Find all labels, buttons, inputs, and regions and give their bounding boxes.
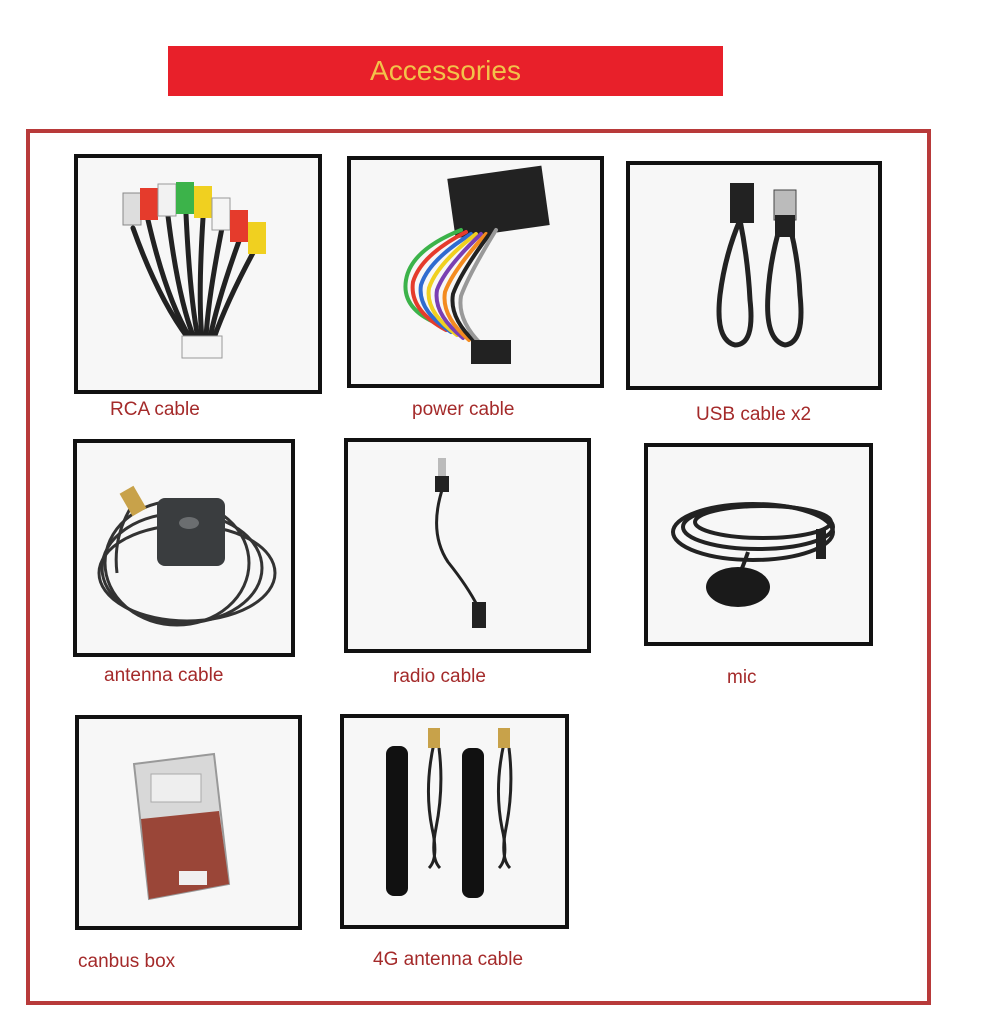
radio-cable-icon bbox=[348, 442, 587, 649]
banner-title: Accessories bbox=[370, 55, 521, 86]
label-rca-cable: RCA cable bbox=[110, 399, 200, 420]
label-usb-cable: USB cable x2 bbox=[696, 404, 812, 425]
product-tile-power-cable bbox=[347, 156, 604, 388]
4g-antenna-icon bbox=[344, 718, 565, 925]
product-tile-4g-antenna-cable bbox=[340, 714, 569, 929]
gps-antenna-icon bbox=[77, 443, 291, 653]
label-power-cable: power cable bbox=[412, 399, 515, 420]
rca-cable-icon bbox=[78, 158, 318, 390]
label-mic: mic bbox=[727, 667, 757, 688]
product-tile-canbus-box bbox=[75, 715, 302, 930]
product-tile-rca-cable bbox=[74, 154, 322, 394]
accessories-banner bbox=[168, 46, 723, 96]
label-4g-antenna-cable: 4G antenna cable bbox=[373, 949, 524, 970]
power-cable-icon bbox=[351, 160, 600, 384]
product-tile-radio-cable bbox=[344, 438, 591, 653]
product-tile-usb-cable bbox=[626, 161, 882, 390]
canbus-box-icon bbox=[79, 719, 298, 926]
product-tile-antenna-cable bbox=[73, 439, 295, 657]
label-radio-cable: radio cable bbox=[393, 666, 486, 687]
label-antenna-cable: antenna cable bbox=[104, 665, 224, 686]
microphone-icon bbox=[648, 447, 869, 642]
label-canbus-box: canbus box bbox=[78, 951, 176, 972]
product-tile-mic bbox=[644, 443, 873, 646]
usb-cable-icon bbox=[630, 165, 878, 386]
